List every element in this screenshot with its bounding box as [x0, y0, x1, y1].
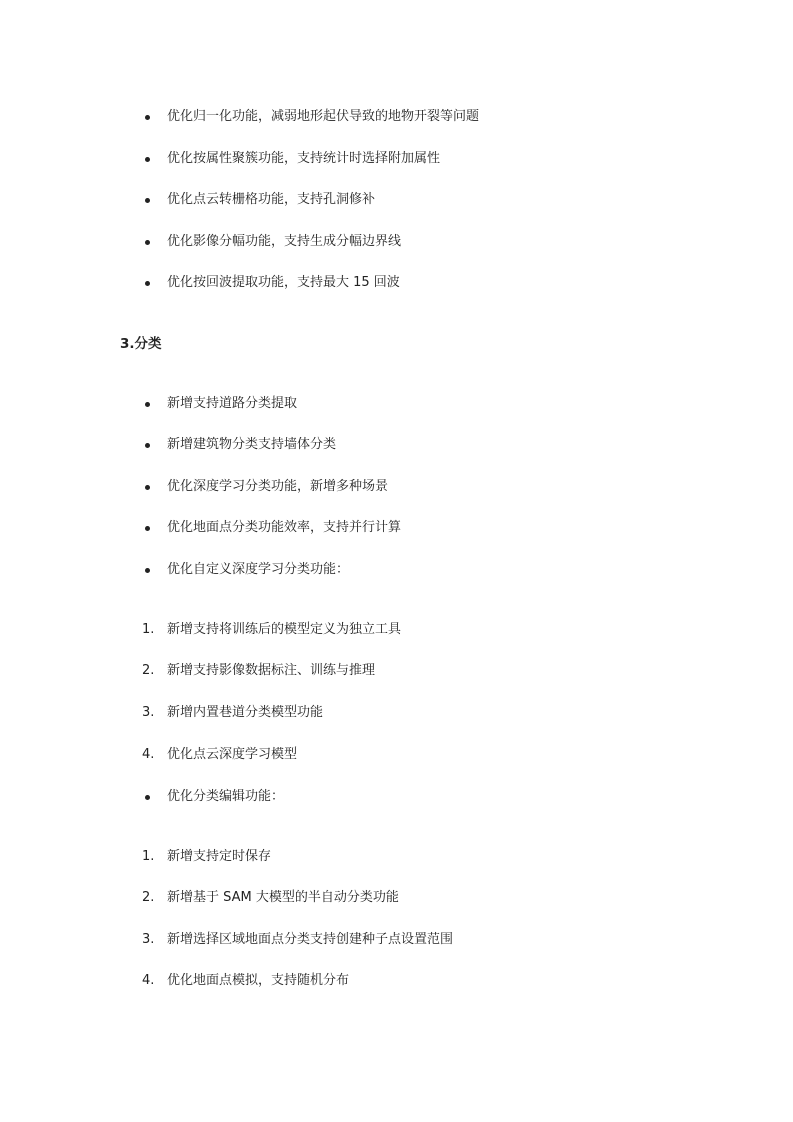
list-item: 新增建筑物分类支持墙体分类 [167, 437, 337, 452]
bullet-icon [145, 198, 150, 203]
list-item: 优化点云转栅格功能，支持孔洞修补 [167, 192, 376, 207]
bullet-icon [145, 281, 150, 286]
list-item: 新增支持影像数据标注、训练与推理 [167, 663, 376, 678]
list-number: 3. [142, 932, 155, 947]
list-item: 新增支持将训练后的模型定义为独立工具 [167, 622, 402, 637]
section-heading: 3.分类 [120, 336, 162, 352]
list-item: 新增支持定时保存 [167, 849, 272, 864]
bullet-icon [145, 157, 150, 162]
list-item: 优化按回波提取功能，支持最大 15 回波 [167, 275, 400, 290]
bullet-icon [145, 795, 150, 800]
list-item: 新增内置巷道分类模型功能 [167, 705, 324, 720]
list-number: 1. [142, 849, 155, 864]
list-number: 4. [142, 747, 155, 762]
bullet-icon [145, 402, 150, 407]
bullet-icon [145, 526, 150, 531]
list-item: 优化深度学习分类功能，新增多种场景 [167, 479, 389, 494]
list-item: 新增基于 SAM 大模型的半自动分类功能 [167, 890, 399, 905]
list-item: 优化地面点模拟，支持随机分布 [167, 973, 350, 988]
bullet-icon [145, 443, 150, 448]
list-item: 优化分类编辑功能： [167, 789, 285, 804]
list-number: 2. [142, 663, 155, 678]
list-number: 3. [142, 705, 155, 720]
bullet-icon [145, 485, 150, 490]
bullet-icon [145, 568, 150, 573]
list-number: 2. [142, 890, 155, 905]
list-number: 1. [142, 622, 155, 637]
list-item: 优化自定义深度学习分类功能： [167, 562, 350, 577]
list-item: 优化归一化功能，减弱地形起伏导致的地物开裂等问题 [167, 109, 480, 124]
list-item: 优化按属性聚簇功能，支持统计时选择附加属性 [167, 151, 441, 166]
list-item: 优化点云深度学习模型 [167, 747, 298, 762]
list-item: 优化地面点分类功能效率，支持并行计算 [167, 520, 402, 535]
list-item: 优化影像分幅功能，支持生成分幅边界线 [167, 234, 402, 249]
list-number: 4. [142, 973, 155, 988]
bullet-icon [145, 115, 150, 120]
list-item: 新增支持道路分类提取 [167, 396, 298, 411]
list-item: 新增选择区域地面点分类支持创建种子点设置范围 [167, 932, 454, 947]
bullet-icon [145, 240, 150, 245]
